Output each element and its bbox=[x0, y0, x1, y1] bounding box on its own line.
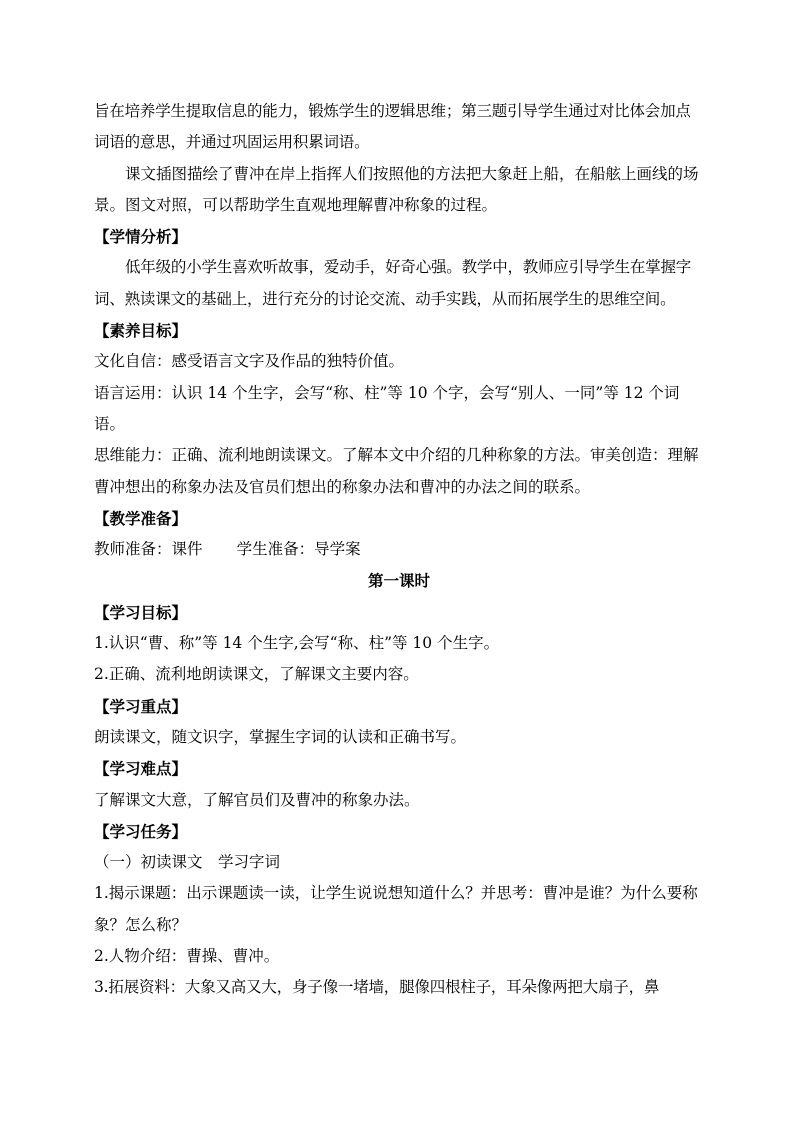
document-body bbox=[94, 96, 704, 1004]
heading-learning-difficulty: 【学习难点】 bbox=[94, 759, 188, 779]
paragraph-goal-2: 2.正确、流利地朗读课文，了解课文主要内容。 bbox=[94, 665, 419, 684]
paragraph-cultural-confidence: 文化自信：感受语言文字及作品的独特价值。 bbox=[94, 352, 405, 371]
paragraph-task-1: 1.揭示课题：出示课题读一读，让学生说说想知道什么？并思考：曹冲是谁？为什么要称象？怎么称？ bbox=[94, 884, 698, 934]
heading-learning-focus: 【学习重点】 bbox=[94, 696, 188, 716]
heading-learning-goals: 【学习目标】 bbox=[94, 602, 188, 622]
paragraph-learning-difficulty: 了解课文大意，了解官员们及曹冲的称象办法。 bbox=[94, 790, 420, 809]
paragraph-goal-1: 1.认识“曹、称”等 14 个生字,会写“称、柱”等 10 个生字。 bbox=[94, 634, 500, 653]
paragraph-illustration: 课文插图描绘了曹冲在岸上指挥人们按照他的方法把大象赶上船，在船舷上画线的场景。图文对照，可以帮助学生直观地理解曹冲称象的过程。 bbox=[94, 164, 699, 214]
student-preparation: 学生准备：导学案 bbox=[236, 540, 361, 559]
paragraph-task-2: 2.人物介绍：曹操、曹冲。 bbox=[94, 947, 280, 966]
paragraph-learning-focus: 朗读课文，随文识字，掌握生字词的认读和正确书写。 bbox=[94, 727, 467, 746]
paragraph-task-section-1: （一）初读课文 学习字词 bbox=[94, 853, 281, 872]
teacher-preparation: 教师准备：课件 bbox=[94, 540, 203, 559]
paragraph-task-3: 3.拓展资料：大象又高又大，身子像一堵墙，腿像四根柱子，耳朵像两把大扇子，鼻 bbox=[94, 978, 660, 997]
paragraph-preparation bbox=[94, 534, 704, 565]
paragraph-student-analysis: 低年级的小学生喜欢听故事，爱动手，好奇心强。教学中，教师应引导学生在掌握字词、熟读课文的基础上，进行充分的讨论交流、动手实践，从而拓展学生的思维空间。 bbox=[94, 258, 692, 308]
heading-teaching-preparation: 【教学准备】 bbox=[94, 508, 188, 528]
heading-student-analysis: 【学情分析】 bbox=[94, 227, 188, 247]
paragraph-thinking-ability: 思维能力：正确、流利地朗读课文。了解本文中介绍的几种称象的方法。审美创造：理解曹冲想出的称象办法及官员们想出的称象办法和曹冲的办法之间的联系。 bbox=[94, 446, 699, 496]
paragraph-language-use: 语言运用：认识 14 个生字，会写“称、柱”等 10 个字，会写“别人、一同”等 12 个词语。 bbox=[94, 383, 680, 433]
lesson-title: 第一课时 bbox=[367, 571, 430, 591]
heading-learning-tasks: 【学习任务】 bbox=[94, 821, 188, 841]
heading-literacy-goals: 【素养目标】 bbox=[94, 321, 188, 341]
paragraph-aim-text: 旨在培养学生提取信息的能力，锻炼学生的逻辑思维；第三题引导学生通过对比体会加点词语的意思，并通过巩固运用积累词语。 bbox=[94, 102, 691, 152]
